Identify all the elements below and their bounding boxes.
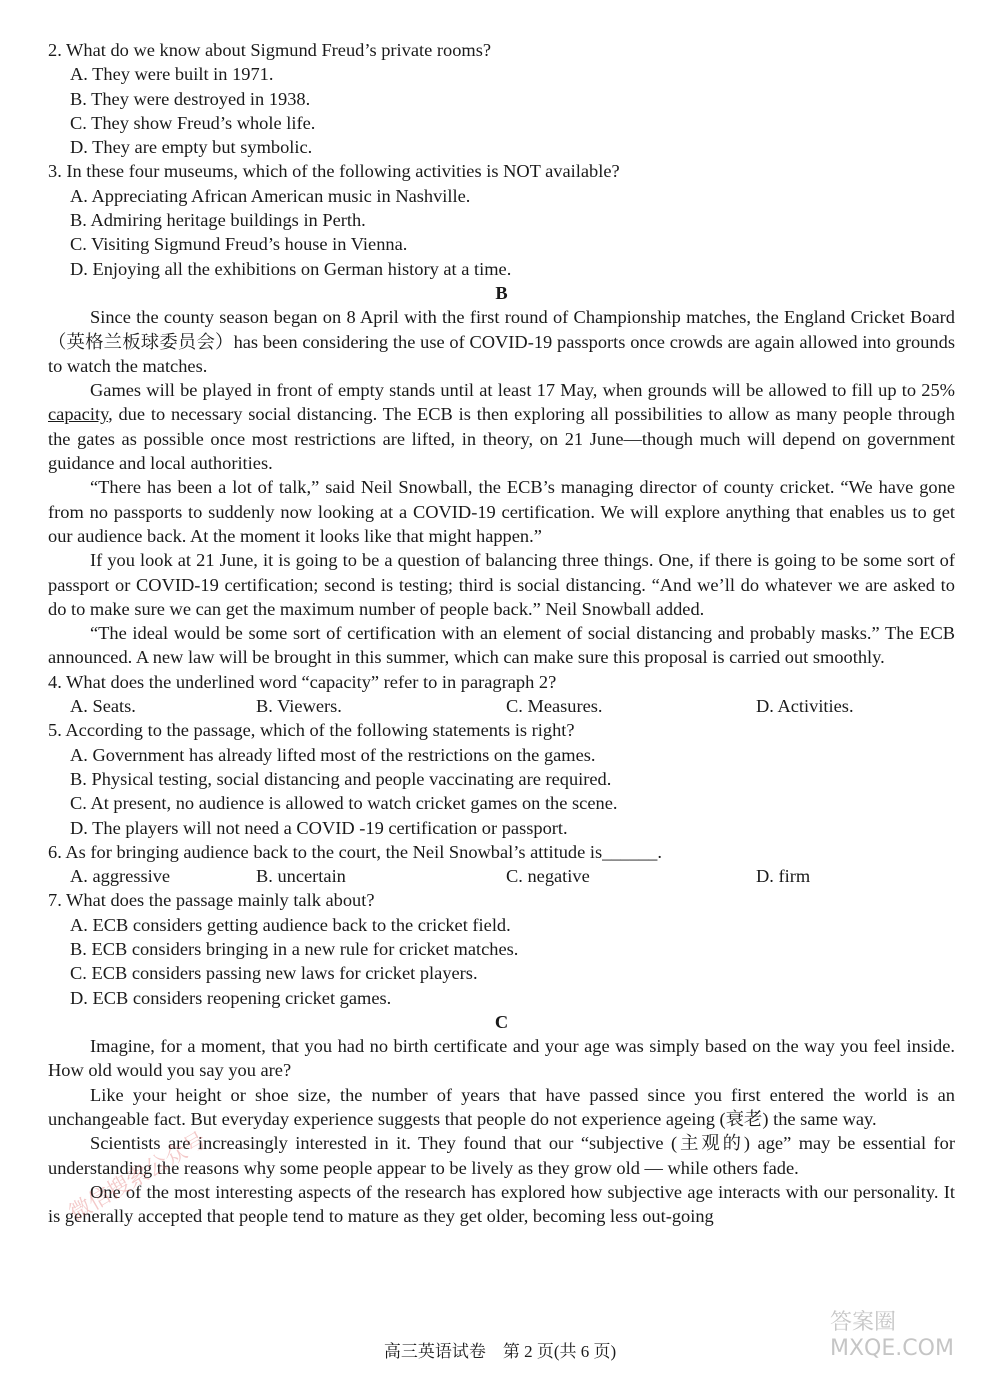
question-3-stem: 3. In these four museums, which of the following activities is NOT available? — [48, 161, 620, 182]
section-c-heading: C — [494, 1011, 509, 1032]
question-5-stem: 5. According to the passage, which of the following statements is right? — [48, 720, 575, 741]
section-c-paragraph-4: One of the most interesting aspects of the research has explored how subjective age interacts with our personality. It is generally accepted that people tend to mature as they get older, becoming less out-going — [48, 1181, 955, 1227]
exam-page — [48, 38, 955, 1229]
q4-option-a: A. Seats. — [70, 696, 136, 717]
q2-option-c: C. They show Freud’s whole life. — [70, 112, 316, 133]
q2-option-b: B. They were destroyed in 1938. — [70, 88, 311, 109]
section-b-paragraph-5: “The ideal would be some sort of certification with an element of social distancing and probably masks.” The ECB announced. A new law will be brought in this summer, which can make sure this proposal is carried out smoothly. — [48, 623, 955, 668]
q5-option-d: D. The players will not need a COVID -19 certification or passport. — [70, 817, 568, 838]
q2-option-d: D. They are empty but symbolic. — [70, 137, 313, 158]
question-6-stem: 6. As for bringing audience back to the court, the Neil Snowbal’s attitude is______. — [48, 841, 662, 862]
q6-option-a: A. aggressive — [70, 866, 171, 887]
q4-options — [48, 694, 955, 718]
section-b-paragraph-4: If you look at 21 June, it is going to be a question of balancing three things. One, if there is going to be some sort of passport or COVID-19 certification; second is testing; third is social distancing. “And we’ll do whatever we are asked to do to make sure we can get the maximum number of people back.” Neil Snowball added. — [48, 550, 955, 619]
q7-option-d: D. ECB considers reopening cricket games. — [70, 987, 392, 1008]
para2-part1: Games will be played in front of empty stands until at least 17 May, when grounds will be allowed to fill up to 25% — [90, 380, 955, 401]
q4-option-b: B. Viewers. — [256, 696, 342, 717]
q7-option-c: C. ECB considers passing new laws for cricket players. — [70, 963, 478, 984]
page-footer: 高三英语试卷 第 2 页(共 6 页) — [383, 1342, 617, 1361]
section-c-paragraph-3: Scientists are increasingly interested in it. They found that our “subjective (主观的) age” may be essential for understanding the reasons why some people appear to be lively as they grow old — while others fade. — [48, 1133, 955, 1178]
section-b-paragraph-2 — [48, 378, 955, 475]
q2-option-a: A. They were built in 1971. — [70, 64, 274, 85]
corner-logo-line-2: MXQE.COM — [830, 1336, 954, 1361]
question-7-stem: 7. What does the passage mainly talk about? — [48, 890, 375, 911]
section-b-paragraph-1: Since the county season began on 8 April with the first round of Championship matches, the England Cricket Board（英格兰板球委员会）has been considering the use of COVID-19 passports once crowds are again allowed into grounds to watch the matches. — [48, 307, 955, 376]
para2-part2: , due to necessary social distancing. The ECB is then exploring all possibilities to allow as many people through the gates as possible once most restrictions are lifted, in theory, on 21 June—though much will depend on government guidance and local authorities. — [48, 404, 955, 474]
q3-option-b: B. Admiring heritage buildings in Perth. — [70, 210, 366, 231]
section-b-paragraph-3: “There has been a lot of talk,” said Neil Snowball, the ECB’s managing director of county cricket. “We have gone from no passports to suddenly now looking at a COVID-19 certification. We will explore anything that enables us to get our audience back. At the moment it looks like that might happen.” — [48, 477, 955, 546]
watermark-text: 微信搜索公众号 — [64, 1127, 211, 1226]
q5-option-c: C. At present, no audience is allowed to watch cricket games on the scene. — [70, 793, 618, 814]
q3-option-c: C. Visiting Sigmund Freud’s house in Vienna. — [70, 234, 408, 255]
corner-logo-line-1: 答案圈 — [830, 1310, 897, 1335]
q3-option-d: D. Enjoying all the exhibitions on German history at a time. — [70, 258, 512, 279]
q5-option-a: A. Government has already lifted most of the restrictions on the games. — [70, 744, 596, 765]
section-c-paragraph-1: Imagine, for a moment, that you had no birth certificate and your age was simply based on the way you feel inside. How old would you say you are? — [48, 1036, 955, 1081]
q4-option-d: D. Activities. — [756, 696, 854, 717]
corner-logo-watermark — [830, 1305, 970, 1375]
q6-option-b: B. uncertain — [256, 866, 346, 887]
q6-option-c: C. negative — [506, 866, 590, 887]
q4-option-c: C. Measures. — [506, 696, 603, 717]
section-b-heading: B — [495, 282, 508, 303]
q6-options — [48, 864, 955, 888]
q7-option-a: A. ECB considers getting audience back to the cricket field. — [70, 914, 511, 935]
q3-option-a: A. Appreciating African American music in Nashville. — [70, 185, 471, 206]
question-2-stem: 2. What do we know about Sigmund Freud’s private rooms? — [48, 40, 492, 60]
section-c-paragraph-2: Like your height or shoe size, the number of years that have passed since you first entered the world is an unchangeable fact. But everyday experience suggests that people do not experience ageing (衰老) the same way. — [48, 1084, 955, 1130]
q6-option-d: D. firm — [756, 866, 811, 887]
q7-option-b: B. ECB considers bringing in a new rule for cricket matches. — [70, 938, 519, 959]
underlined-word-capacity: capacity — [48, 404, 109, 425]
question-4-stem: 4. What does the underlined word “capacity” refer to in paragraph 2? — [48, 671, 557, 692]
q5-option-b: B. Physical testing, social distancing and people vaccinating are required. — [70, 768, 612, 789]
